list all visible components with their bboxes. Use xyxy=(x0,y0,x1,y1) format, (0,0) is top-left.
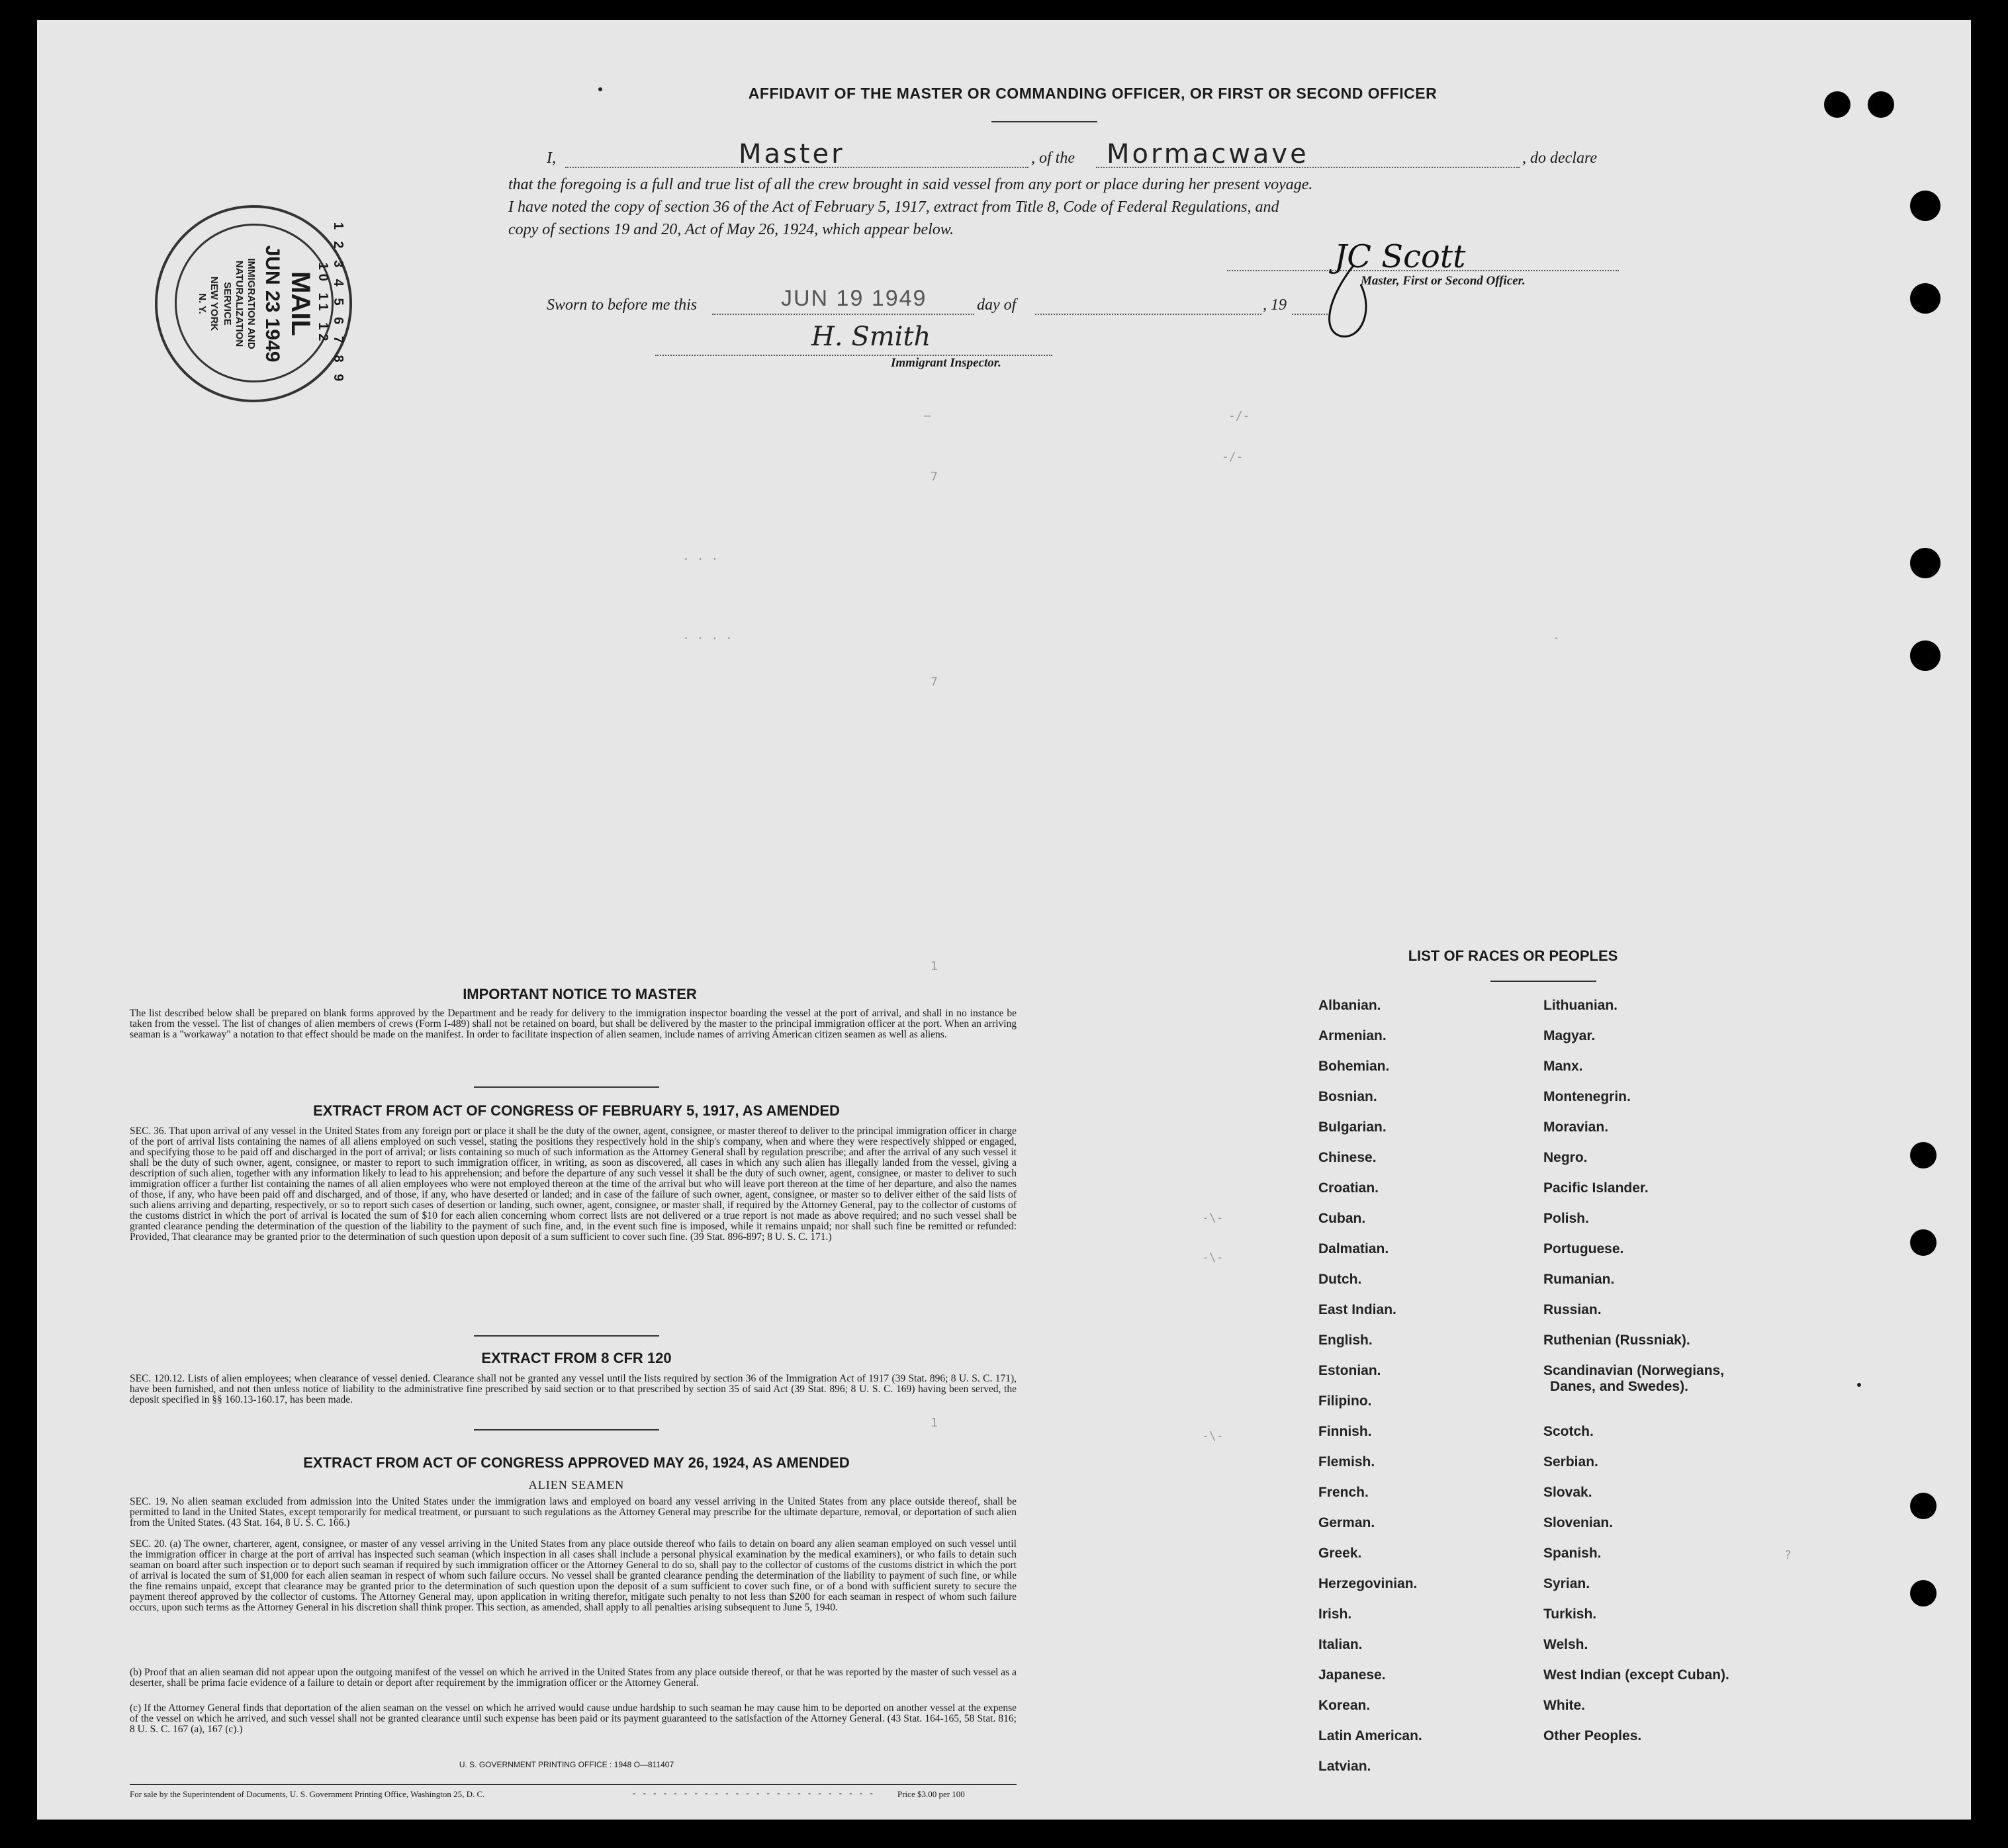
extract-cfr-body: SEC. 120.12. Lists of alien employees; when clearance of vessel denied. Clearance shall not be granted any vessel until the lists required by section 36 of the Immigration Act of 1917 (39 Stat. 896; 8 U. S. C. 171), have been furnished, and not then unless notice of liability to the administrative fine prescribed by said section or to that prescribed by section 35 of said Act (39 Stat. 896; 8 U. S. C. 169) having been served, the deposit specified in §§ 160.13-160.17, has been made. xyxy=(130,1373,1017,1405)
race-item: Latvian. xyxy=(1318,1759,1371,1774)
bleed-mark: ? xyxy=(1784,1548,1792,1562)
affidavit-title: AFFIDAVIT OF THE MASTER OR COMMANDING OFFICER, OR FIRST OR SECOND OFFICER xyxy=(748,85,1438,102)
year-prefix: , 19 xyxy=(1263,296,1287,314)
bleed-mark: 7 xyxy=(931,675,938,689)
race-item: Armenian. xyxy=(1318,1028,1387,1043)
of-the-label: , of the xyxy=(1031,150,1075,167)
bleed-mark: . xyxy=(1553,629,1560,642)
extract-1924-sec20a: SEC. 20. (a) The owner, charterer, agent, consignee, or master of any vessel arriving in the United States from any place outside thereof who fails to detain on board any alien seaman employed on such vessel until the immigration officer in charge at the port of arrival has inspected such seaman (which inspection in all cases shall include a personal physical examination by the medical examiners), or who fails to detain such seaman on board after such inspection or to deport such seaman if required by such immigration officer or the Attorney General to do so, shall pay to the collector of customs of the customs district in which the port of arrival is located the sum of $1,000 for each alien seaman in respect of whom such failure occurs. No vessel shall be granted clearance pending the determination of the liability to payment of such fine, or while the fine remains unpaid, except that clearance may be granted prior to the determination of such question upon the deposit of a sum sufficient to cover such fine, or of a bond with sufficient surety to secure the payment thereof approved by the collector of customs. The Attorney General may, upon application in writing therefor, mitigate such penalty to not less than $200 for each seaman in respect of whom such failure occurs, upon such terms as the Attorney General in his discretion shall think proper. This section, as amended, shall apply to all penalties arising subsequent to June 5, 1940. xyxy=(130,1538,1017,1613)
mail-received-stamp xyxy=(155,205,352,402)
race-item: Russian. xyxy=(1543,1302,1602,1317)
race-item: Latin American. xyxy=(1318,1728,1422,1743)
bleed-mark: -\- xyxy=(1202,1211,1224,1225)
stamp-ring-numbers: 1 2 3 4 5 6 7 8 9 10 11 12 xyxy=(316,222,345,386)
race-item: Danes, and Swedes). xyxy=(1550,1379,1688,1394)
race-item: Greek. xyxy=(1318,1546,1362,1561)
race-item: Serbian. xyxy=(1543,1454,1598,1470)
race-item: Finnish. xyxy=(1318,1424,1372,1439)
race-item: Dalmatian. xyxy=(1318,1241,1389,1256)
stamp-agency-3: SERVICE xyxy=(222,282,233,326)
race-item: White. xyxy=(1543,1698,1585,1713)
race-item: Polish. xyxy=(1543,1211,1589,1226)
race-item: Rumanian. xyxy=(1543,1272,1615,1287)
master-signature: JC Scott xyxy=(1334,238,1466,275)
race-item: Japanese. xyxy=(1318,1667,1386,1683)
race-item: Pacific Islander. xyxy=(1543,1180,1649,1196)
form-page xyxy=(37,20,1971,1820)
bleed-mark: 1 xyxy=(931,1416,938,1430)
race-item: Slovak. xyxy=(1543,1485,1592,1500)
race-item: Negro. xyxy=(1543,1150,1588,1165)
races-right-column xyxy=(1543,998,1821,1759)
bleed-mark: . . . . xyxy=(682,629,733,642)
extract-1917-body: SEC. 36. That upon arrival of any vessel in the United States from any foreign port or place it shall be the duty of the owner, agent, consignee, or master thereof to deliver to the principal immigration officer in charge of the port of arrival lists containing the names of all aliens employed on such vessel, stating the positions they respectively hold in the ship's company, when and where they were respectively shipped or engaged, and specifying those to be paid off and discharged in the port of arrival; or lists containing so much of such information as the Attorney General shall by regulation prescribe; and after the arrival of any such vessel it shall be the duty of such owner, agent, consignee, or master to report to such immigration officer, in writing, as soon as discovered, all cases in which any such alien has illegally landed from the vessel, giving a description of such alien, together with any information likely to lead to his apprehension; and before the departure of any such vessel it shall be the duty of such owner, agent, consignee, or master to deliver to such immigration officer a further list containing the names of all alien employees who were not employed thereon at the time of the arrival but who will leave port thereon at the time of her departure, and also the names of those, if any, who have been paid off and discharged, and of those, if any, who have deserted or landed; and in case of the failure of such owner, agent, consignee, or master so to deliver either of the said lists of such aliens arriving and departing, respectively, or so to report such cases of desertion or landing, such owner, agent, consignee, or master shall, if required by the Attorney General, pay to the collector of customs of the customs district in which the port of arrival is located the sum of $10 for each alien concerning whom correct lists are not delivered or a true report is not made as above required; and no such vessel shall be granted clearance pending the determination of the question of the liability to the payment of such fine, and, in the event such fine is imposed, while it remains unpaid; nor shall such fine be remitted or refunded: Provided, That clearance may be granted prior to the determination of such question upon deposit of a sum sufficient to cover such fine. (39 Stat. 896-897; 8 U. S. C. 171.) xyxy=(130,1125,1017,1243)
bleed-mark: -/- xyxy=(1228,409,1250,423)
rank-handwritten: Master xyxy=(739,139,845,169)
declaration-line-2: I have noted the copy of section 36 of the Act of February 5, 1917, extract from Title 8, Code of Federal Regulations, and xyxy=(508,198,1279,216)
inspector-caption: Immigrant Inspector. xyxy=(891,356,1001,370)
race-item: Korean. xyxy=(1318,1698,1371,1713)
race-item: Flemish. xyxy=(1318,1454,1375,1470)
punch-hole xyxy=(1910,283,1940,314)
divider-3 xyxy=(474,1429,659,1430)
race-item: Irish. xyxy=(1318,1606,1352,1622)
race-item: Herzegovinian. xyxy=(1318,1576,1418,1591)
vessel-handwritten: Mormacwave xyxy=(1107,139,1309,169)
extract-1924-subtitle: ALIEN SEAMEN xyxy=(528,1478,625,1491)
race-item: German. xyxy=(1318,1515,1375,1530)
sworn-label: Sworn to before me this xyxy=(547,296,698,314)
races-divider xyxy=(1490,981,1596,982)
extract-1924-sec19: SEC. 19. No alien seaman excluded from admission into the United States under the immigration laws and employed on board any vessel arriving in the United States from any place outside thereof, shall be permitted to land in the United States, except temporarily for medical treatment, or pursuant to such regulations as the Attorney General may prescribe for the ultimate departure, removal, or deportation of such alien from the United States. (43 Stat. 164, 8 U. S. C. 166.) xyxy=(130,1496,1017,1528)
footer-dots: - - - - - - - - - - - - - - - - - - - - - - - - xyxy=(633,1788,876,1798)
extract-cfr-title: EXTRACT FROM 8 CFR 120 xyxy=(481,1350,672,1366)
race-item: Slovenian. xyxy=(1543,1515,1614,1530)
races-left-column xyxy=(1318,998,1530,1789)
punch-hole xyxy=(1910,1580,1937,1606)
stamp-agency-1: IMMIGRATION AND xyxy=(246,258,257,349)
inspector-signature: H. Smith xyxy=(811,322,931,352)
punch-hole xyxy=(1824,91,1850,118)
bleed-mark: — xyxy=(924,409,931,423)
race-item: Dutch. xyxy=(1318,1272,1362,1287)
master-signature-caption: Master, First or Second Officer. xyxy=(1361,274,1526,288)
race-item: Filipino. xyxy=(1318,1393,1372,1409)
race-item: Magyar. xyxy=(1543,1028,1596,1043)
race-item: Syrian. xyxy=(1543,1576,1590,1591)
bleed-mark: 7 xyxy=(931,470,938,484)
bleed-mark: 1 xyxy=(931,959,938,973)
bleed-mark: -/- xyxy=(1222,450,1244,464)
bleed-mark: . . . xyxy=(682,549,719,563)
notice-title: IMPORTANT NOTICE TO MASTER xyxy=(463,986,697,1002)
race-item: West Indian (except Cuban). xyxy=(1543,1667,1729,1683)
race-item: English. xyxy=(1318,1333,1373,1348)
race-item: Estonian. xyxy=(1318,1363,1381,1378)
race-item: Cuban. xyxy=(1318,1211,1366,1226)
race-item: Portuguese. xyxy=(1543,1241,1624,1256)
year-line xyxy=(1292,312,1328,315)
ink-dot xyxy=(1857,1383,1861,1387)
gpo-line: U. S. GOVERNMENT PRINTING OFFICE : 1948 O—811407 xyxy=(459,1760,674,1769)
race-item: Chinese. xyxy=(1318,1150,1377,1165)
race-item: East Indian. xyxy=(1318,1302,1396,1317)
do-declare-label: , do declare xyxy=(1522,150,1598,167)
month-line xyxy=(1035,312,1261,315)
notice-body: The list described below shall be prepared on blank forms approved by the Department and be ready for delivery to the immigration inspector boarding the vessel at the port of arrival, and shall in no instance be taken from the vessel. The list of changes of alien members of crews (Form I-489) shall not be retained on board, but shall be delivered by the master to the principal immigration officer at the port. When an arriving seaman is a "workaway" a notation to that effect should be made on the manifest. In order to facilitate inspection of alien seamen, include names of arriving American citizen seamen as well as aliens. xyxy=(130,1008,1017,1040)
stamp-agency-2: NATURALIZATION xyxy=(234,260,245,347)
punch-hole xyxy=(1910,640,1940,671)
race-item: Albanian. xyxy=(1318,998,1381,1013)
extract-1924-sec20b: (b) Proof that an alien seaman did not appear upon the outgoing manifest of the vessel on which he arrived in the United States from any place outside thereof, or that he was reported by the master of such vessel as a deserter, shall be prima facie evidence of a failure to detain or deport after requirement by the immigration officer or the Attorney General. xyxy=(130,1667,1017,1689)
i-label: I, xyxy=(547,150,556,167)
footer-price: Price $3.00 per 100 xyxy=(897,1789,965,1799)
declaration-line-3: copy of sections 19 and 20, Act of May 26, 1924, which appear below. xyxy=(508,221,954,238)
signature-flourish xyxy=(1314,258,1394,344)
race-item: Bulgarian. xyxy=(1318,1120,1387,1135)
race-item: Montenegrin. xyxy=(1543,1089,1631,1104)
race-item: French. xyxy=(1318,1485,1369,1500)
footer-sale-note: For sale by the Superintendent of Documents, U. S. Government Printing Office, Washington 25, D. C. xyxy=(130,1789,485,1799)
race-item: Moravian. xyxy=(1543,1120,1609,1135)
race-item: Spanish. xyxy=(1543,1546,1602,1561)
stamp-mail: MAIL xyxy=(286,271,315,336)
stamp-state: N. Y. xyxy=(197,293,208,314)
race-item: Croatian. xyxy=(1318,1180,1379,1196)
race-item: Turkish. xyxy=(1543,1606,1597,1622)
bleed-mark: -\- xyxy=(1202,1251,1224,1264)
received-date-stamp: JUN 19 1949 xyxy=(781,286,927,311)
extract-1924-title: EXTRACT FROM ACT OF CONGRESS APPROVED MAY 26, 1924, AS AMENDED xyxy=(303,1454,850,1471)
punch-hole xyxy=(1910,548,1940,578)
sworn-date-line xyxy=(712,312,974,315)
stamp-city: NEW YORK xyxy=(208,276,220,331)
race-item: Bohemian. xyxy=(1318,1059,1390,1074)
title-divider xyxy=(991,121,1097,122)
declaration-line-1: that the foregoing is a full and true list of all the crew brought in said vessel from any port or place during her present voyage. xyxy=(508,176,1313,193)
divider-2 xyxy=(474,1335,659,1337)
footer-rule xyxy=(130,1784,1017,1785)
race-item: Welsh. xyxy=(1543,1637,1588,1652)
race-item: Manx. xyxy=(1543,1059,1583,1074)
punch-hole xyxy=(1868,91,1894,118)
race-item: Scandinavian (Norwegians, xyxy=(1543,1363,1725,1378)
punch-hole xyxy=(1910,1493,1937,1519)
race-item: Bosnian. xyxy=(1318,1089,1377,1104)
extract-1924-sec20c: (c) If the Attorney General finds that deportation of the alien seaman on the vessel on which he arrived would cause undue hardship to such seaman he may cause him to be deported on another vessel at the expense of the vessel on which he arrived, and such vessel shall not be granted clearance until such expense has been paid or its payment guaranteed to the satisfaction of the Attorney General. (43 Stat. 164-165, 58 Stat. 816; 8 U. S. C. 167 (a), 167 (c).) xyxy=(130,1702,1017,1735)
punch-hole xyxy=(1910,191,1940,221)
divider-1 xyxy=(474,1086,659,1088)
bullet-mark xyxy=(598,87,602,91)
bleed-mark: -\- xyxy=(1202,1429,1224,1443)
race-item: Other Peoples. xyxy=(1543,1728,1642,1743)
race-item: Lithuanian. xyxy=(1543,998,1618,1013)
extract-1917-title: EXTRACT FROM ACT OF CONGRESS OF FEBRUARY 5, 1917, AS AMENDED xyxy=(313,1102,840,1119)
stamp-date: JUN 23 1949 xyxy=(261,245,283,363)
day-of-label: day of xyxy=(977,296,1017,314)
race-item: Italian. xyxy=(1318,1637,1363,1652)
races-title: LIST OF RACES OR PEOPLES xyxy=(1408,947,1618,964)
race-item: Ruthenian (Russniak). xyxy=(1543,1333,1690,1348)
race-item: Scotch. xyxy=(1543,1424,1594,1439)
punch-hole xyxy=(1910,1229,1937,1256)
punch-hole xyxy=(1910,1142,1937,1168)
